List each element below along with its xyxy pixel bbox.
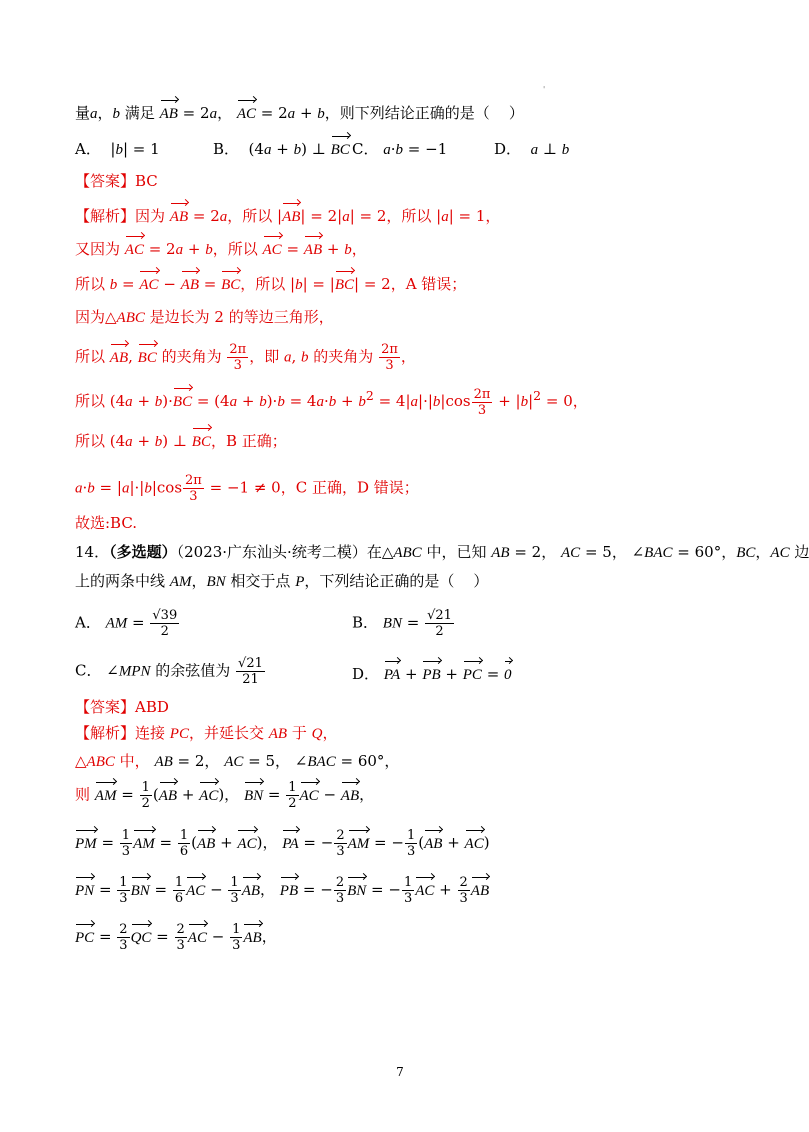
q14-analysis-5: PN = $\frac{1}{3}$ BN = $\frac{1}{6}$ AC − $\frac{1}{3}$ AB， PB = − $\frac{2}{3}$ BN = − $\frac{1}{3}$ AC + $\frac{2}{3}$ AB <box>75 875 490 906</box>
q14-stem-line-1: 14．（多选题）（2023·广东汕头·统考二模）在△ABC 中，已知 AB = 2， AC = 5， ∠BAC = 60°，BC，AC 边 <box>75 543 809 561</box>
q13-analysis-2: 又因为 AC = 2a + b，所以 AC = AB + b， <box>75 238 367 261</box>
q14-analysis-4: PM = $\frac{1}{3}$ AM = $\frac{1}{6}$ (AB + AC)， PA = − $\frac{2}{3}$ AM = − $\frac{1}{3}$ (AB + AC) <box>75 828 490 859</box>
q14-option-c: C． ∠MPN 的余弦值为 $\frac{√21}{21}$ <box>75 656 263 687</box>
page-number: 7 <box>396 1065 404 1079</box>
q13-analysis-9: 故选:BC. <box>75 514 138 532</box>
q14-answer: 【答案】ABD <box>75 698 169 716</box>
q14-option-a: A． AM = $\frac{√39}{2}$ <box>75 608 178 639</box>
q14-option-b: B． BN = $\frac{√21}{2}$ <box>352 608 452 639</box>
q13-analysis-3: 所以 b = AC − AB = BC，所以 |b| = |BC| = 2，A 错误； <box>75 273 466 296</box>
q13-option-c: C． a·b = −1 <box>352 140 448 158</box>
q13-analysis-6: 所以 $(4a + b)\cdot BC = (4a + b)\cdot b = 4a\cdot b + b^2 = 4|a|\cdot|b|\cos$ $\frac{2\pi}{3}$ + $|b|^2 = 0$， <box>75 386 588 418</box>
q14-analysis-2: △ABC 中， AB = 2， AC = 5， ∠BAC = 60°， <box>75 752 400 770</box>
q14-analysis-6: PC = $\frac{2}{3}$ QC = $\frac{2}{3}$ AC − $\frac{1}{3}$ AB， <box>75 922 277 953</box>
q13-analysis-7: 所以 (4a + b) ⊥ BC，B 正确； <box>75 430 287 453</box>
q14-analysis-1: 【解析】连接 PC，并延长交 AB 于 Q， <box>75 724 338 742</box>
q14-option-d: D． PA + PB + PC = 0 <box>352 663 512 686</box>
q13-option-d: D． a ⊥ b <box>494 140 570 158</box>
q13-stem: 量a，b 满足 AB = 2a， AC = 2a + b，则下列结论正确的是（ ） <box>75 102 524 125</box>
q13-option-b: B． (4a + b) ⊥ BC <box>213 138 350 161</box>
q13-analysis-5: 所以 AB, BC 的夹角为 $\frac{2\pi}{3}$ ，即 a, b 的夹角为 $\frac{2\pi}{3}$ ， <box>75 342 416 373</box>
q14-analysis-3: 则 AM = $\frac{1}{2}$ (AB + AC)， BN = $\frac{1}{2}$ AC − AB， <box>75 780 375 811</box>
q13-answer: 【答案】BC <box>75 172 158 190</box>
q13-analysis-8: a·b = |a|·|b|cos $\frac{2\pi}{3}$ = −1 ≠ 0，C 正确，D 错误； <box>75 473 419 504</box>
q14-stem-line-2: 上的两条中线 AM，BN 相交于点 P，下列结论正确的是（ ） <box>75 572 489 590</box>
q13-option-a: A． |b| = 1 <box>75 140 160 158</box>
corner-mark: ' <box>543 85 546 94</box>
q13-analysis-4: 因为△ABC 是边长为 2 的等边三角形， <box>75 308 334 326</box>
q13-analysis-1: 【解析】因为 AB = 2a，所以 |AB| = 2|a| = 2，所以 |a| = 1， <box>75 205 500 228</box>
